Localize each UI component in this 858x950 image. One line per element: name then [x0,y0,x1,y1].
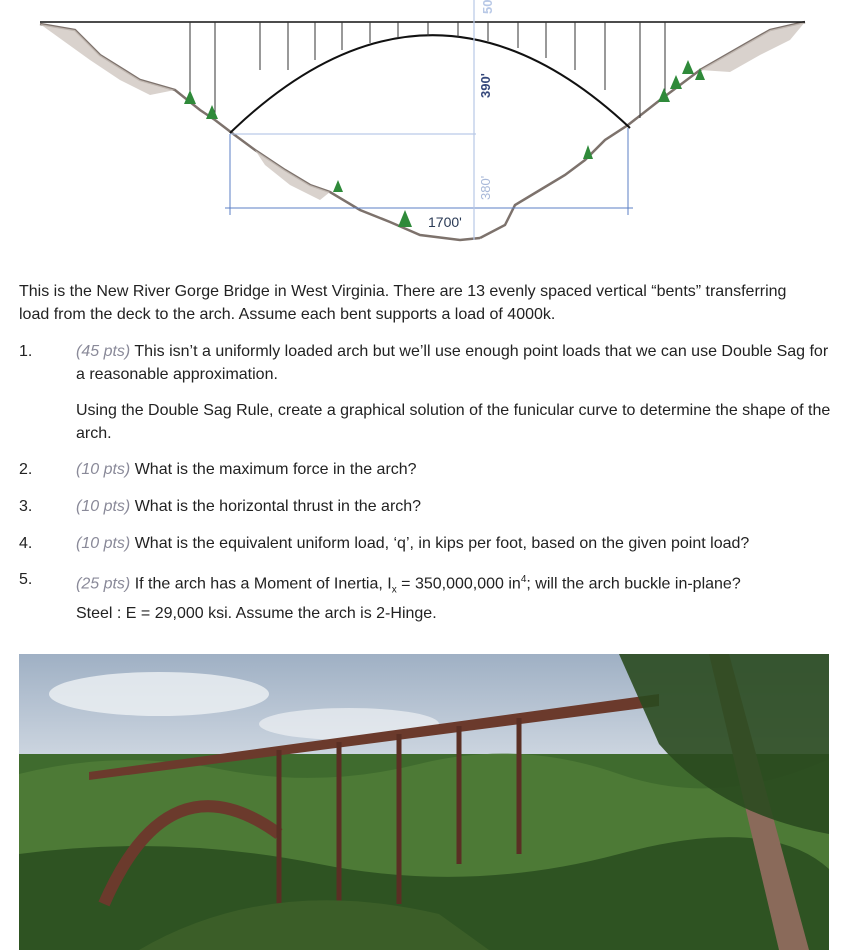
points-label: (25 pts) [76,575,131,593]
question-number: 1. [19,343,33,360]
points-label: (45 pts) [76,343,131,360]
question-extra: Using the Double Sag Rule, create a graphical solution of the funicular curve to determine the shape of the arch. [76,402,831,442]
question-text-2: = 350,000,000 in [396,575,521,593]
question-text: What is the maximum force in the arch? [130,461,417,478]
bents [190,22,665,118]
span-label: 1700' [428,214,462,230]
question-number: 5. [19,571,33,588]
question-text-3: ; will the arch buckle in-plane? [526,575,741,593]
question-body [76,568,836,625]
points-label: (10 pts) [76,461,131,478]
bridge-photo [19,654,829,950]
question-number: 2. [19,461,33,478]
question-text: What is the equivalent uniform load, ‘q’, in kips per foot, based on the given point load? [130,535,750,552]
rock-shading-bottom [255,150,330,200]
rise-label: 390' [478,73,493,98]
subscript: x [391,584,397,596]
top-label: 50 [480,0,495,14]
depth-label: 380' [478,175,493,200]
points-label: (10 pts) [76,535,131,552]
trees [184,60,705,227]
question-body [76,458,836,481]
question-body [76,340,836,445]
superscript: 4 [520,574,527,585]
question-number: 4. [19,535,33,552]
question-body [76,532,836,555]
question-text: This isn’t a uniformly loaded arch but we’ll use enough point loads that we can use Double Sag for a reasonable approximation. [76,343,829,383]
rock-shading-right [700,22,805,72]
points-label: (10 pts) [76,498,131,515]
bridge-diagram [0,0,858,260]
question-text: What is the horizontal thrust in the arch? [130,498,422,515]
cloud [49,672,269,716]
question-number: 3. [19,498,33,515]
intro-paragraph: This is the New River Gorge Bridge in West Virginia. There are 13 evenly spaced vertical “bents” transferring load from the deck to the arch. Assume each bent supports a load of 4000k. [19,283,787,323]
question-body [76,495,836,518]
arch-curve [230,35,630,133]
question-text: If the arch has a Moment of Inertia, I [130,575,392,593]
question-line2: Steel : E = 29,000 ksi. Assume the arch is 2-Hinge. [76,604,437,622]
